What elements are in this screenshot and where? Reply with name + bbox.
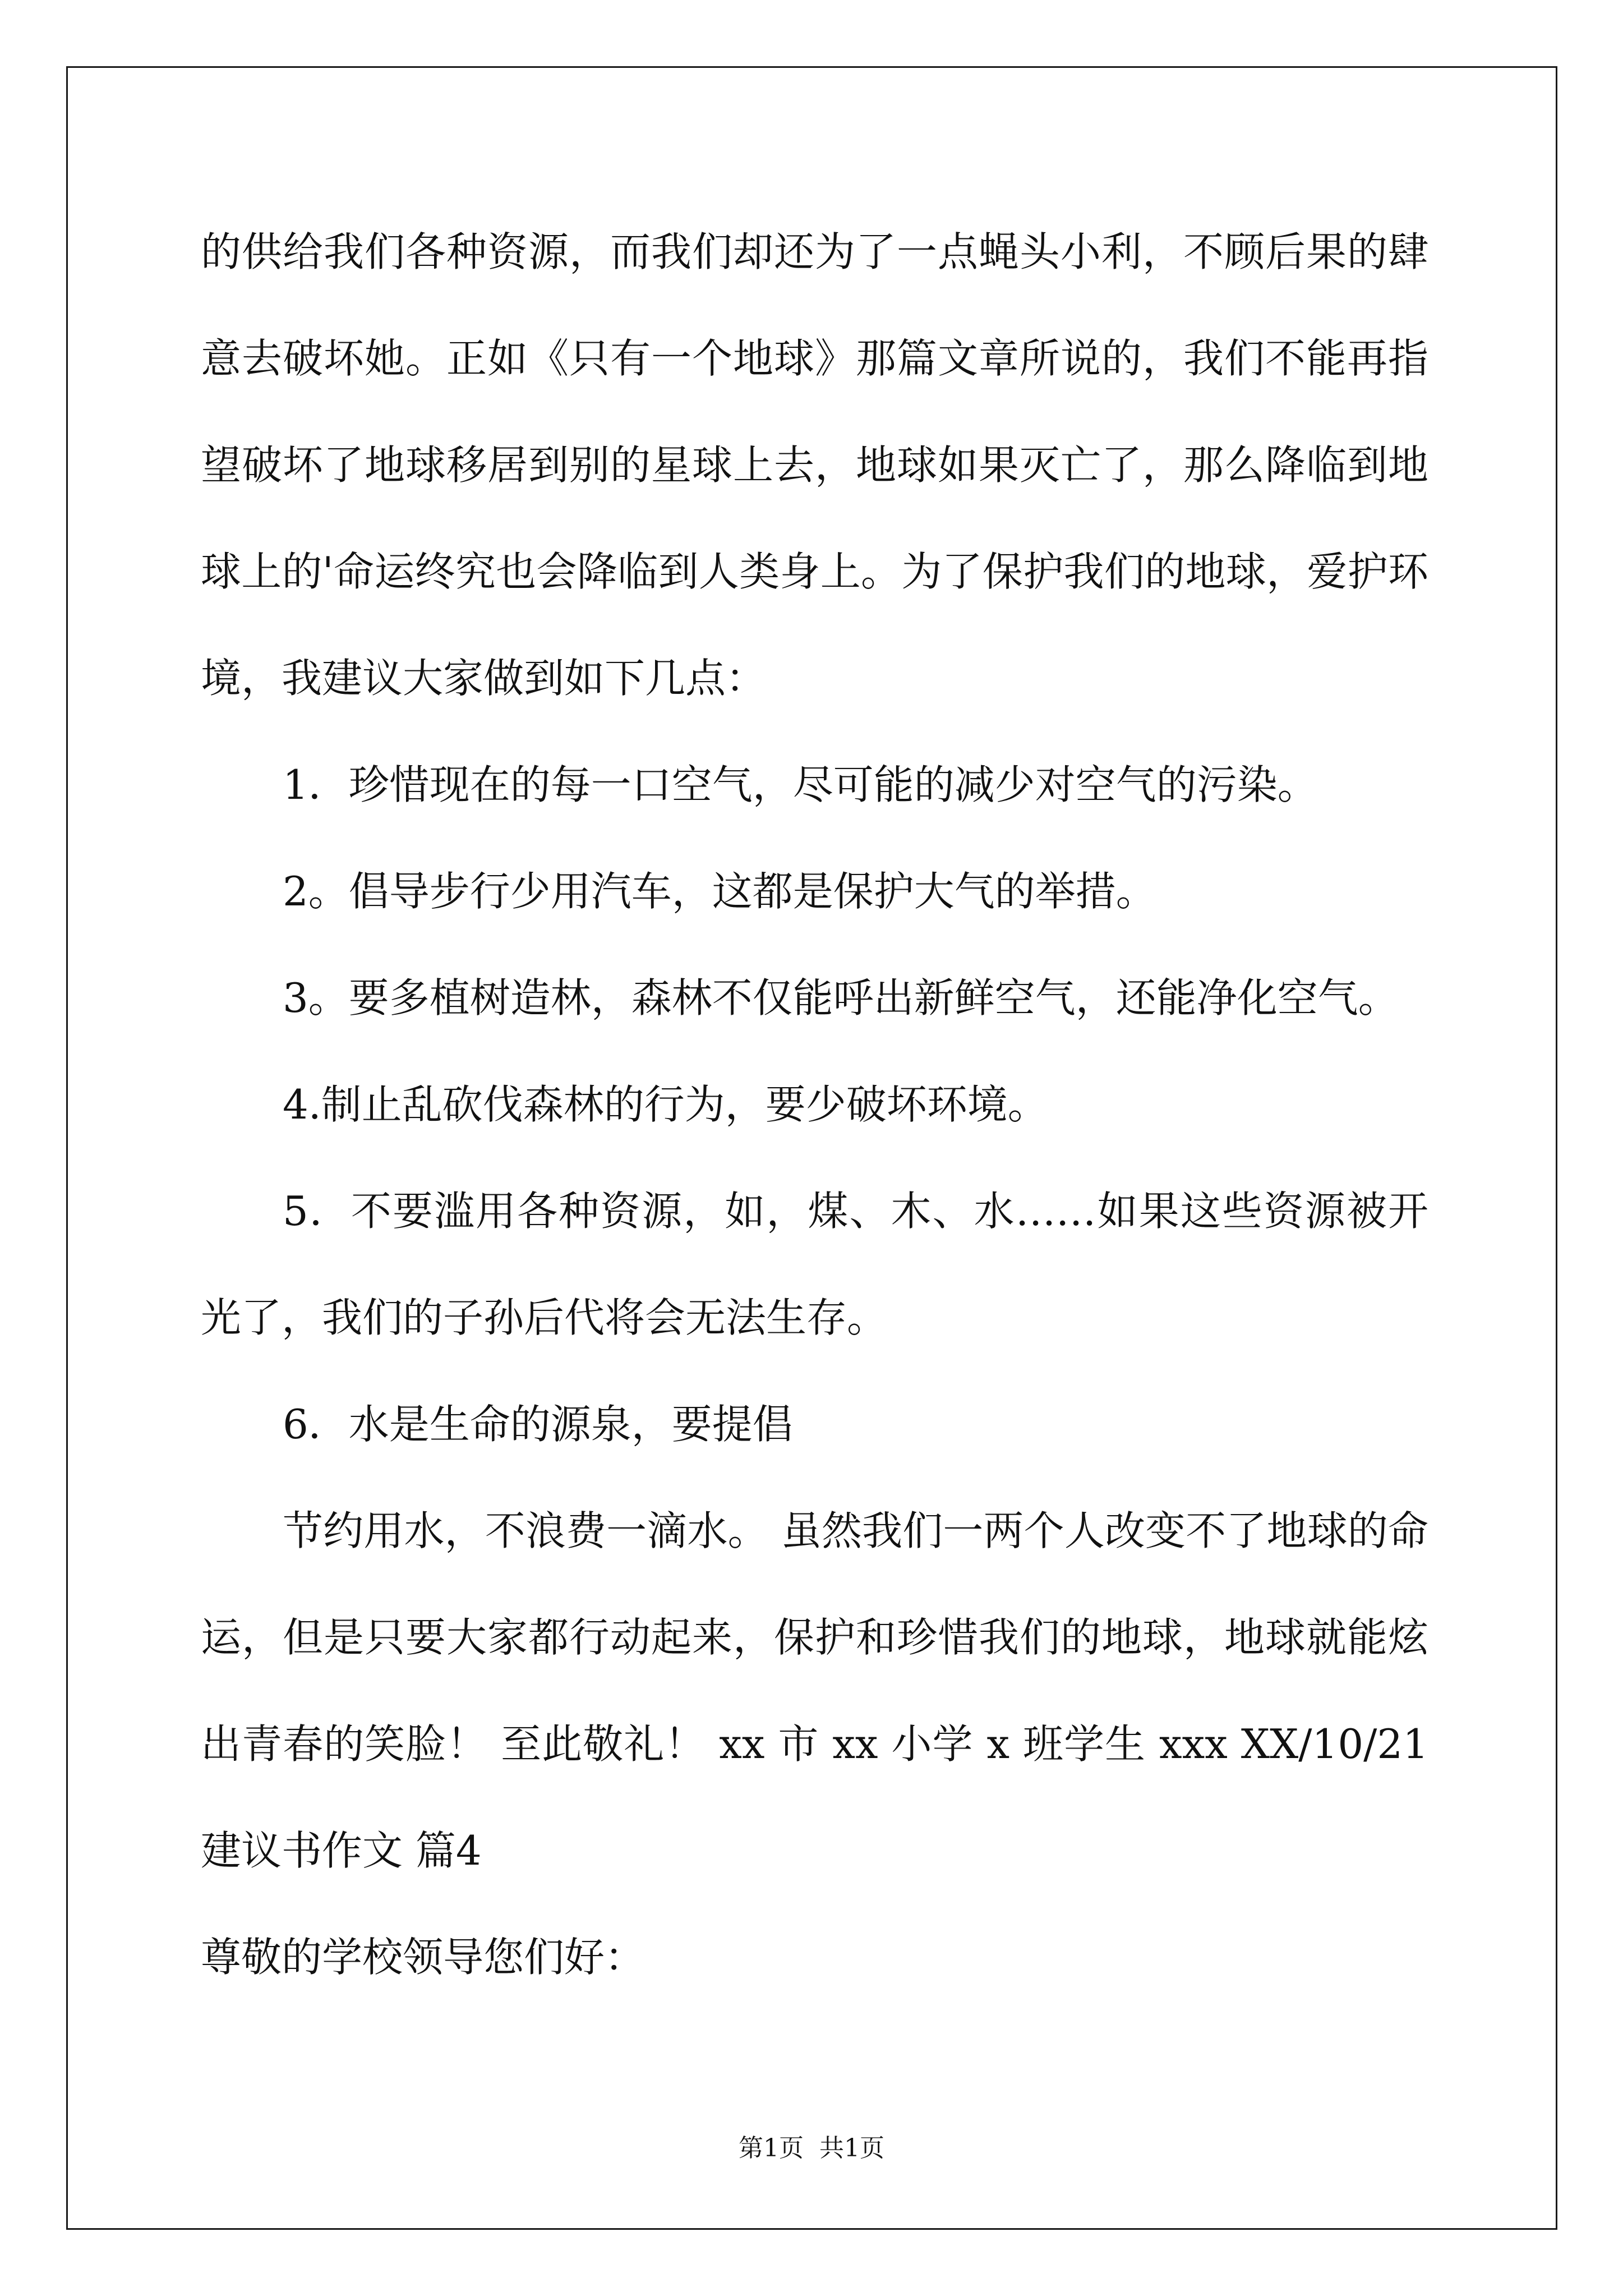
list-item: 4.制止乱砍伐森林的行为，要少破坏环境。 (283, 1081, 1048, 1128)
document-body (201, 199, 1428, 2010)
section-heading: 建议书作文 篇4 (201, 1827, 482, 1874)
page-footer: 第1页 共1页 (739, 2134, 884, 2162)
text-line: 境，我建议大家做到如下几点： (201, 655, 767, 702)
text-line: 光了，我们的子孙后代将会无法生存。 (201, 1294, 888, 1341)
text-line: 望破坏了地球移居到别的星球上去，地球如果灭亡了，那么降临到地 (201, 441, 1428, 489)
text-line: 的供给我们各种资源，而我们却还为了一点蝇头小利，不顾后果的肆 (201, 228, 1428, 275)
text-line: 运，但是只要大家都行动起来，保护和珍惜我们的地球，地球就能炫 (201, 1614, 1428, 1661)
list-item: 5．不要滥用各种资源，如，煤、木、水……如果这些资源被开 (283, 1188, 1428, 1235)
text-line: 出青春的笑脸！ 至此敬礼！ xx 市 xx 小学 x 班学生 xxx XX/10/21 (201, 1720, 1428, 1768)
text-line: 节约用水，不浪费一滴水。 虽然我们一两个人改变不了地球的命 (283, 1507, 1428, 1554)
text-line: 球上的'命运终究也会降临到人类身上。为了保护我们的地球，爱护环 (201, 548, 1428, 595)
list-item: 3。要多植树造林，森林不仅能呼出新鲜空气，还能净化空气。 (283, 974, 1399, 1022)
list-item: 2。倡导步行少用汽车，这都是保护大气的举措。 (283, 868, 1156, 915)
text-line: 意去破坏她。正如《只有一个地球》那篇文章所说的，我们不能再指 (201, 335, 1428, 382)
salutation: 尊敬的学校领导您们好： (201, 1934, 645, 1981)
list-item: 6．水是生命的源泉，要提倡 (283, 1401, 793, 1448)
list-item: 1．珍惜现在的每一口空气，尽可能的减少对空气的污染。 (283, 761, 1318, 808)
